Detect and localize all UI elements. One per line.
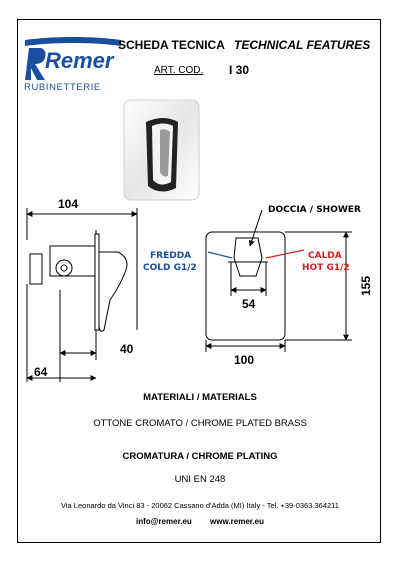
label-hot-1: CALDA <box>308 251 342 261</box>
email-link[interactable]: info@remer.eu <box>135 517 192 526</box>
logo-subtitle: RUBINETTERIE <box>24 82 101 93</box>
dim-depth-total: 64 <box>34 365 48 379</box>
product-photo <box>124 100 199 200</box>
dim-depth-bottom: 40 <box>120 342 134 356</box>
plating-value: UNI EN 248 <box>174 474 226 485</box>
cold-leader <box>208 252 232 258</box>
front-view <box>206 210 352 352</box>
website-link[interactable]: www.remer.eu <box>210 517 264 526</box>
materials-value: OTTONE CROMATO / CHROME PLATED BRASS <box>93 418 307 429</box>
label-cold-1: FREDDA <box>150 251 192 261</box>
label-shower: DOCCIA / SHOWER <box>268 205 361 215</box>
dim-inner-width: 54 <box>242 297 256 311</box>
label-hot-2: HOT G1/2 <box>302 263 350 273</box>
footer-contacts <box>0 517 400 526</box>
article-code-label: ART. COD. <box>154 65 204 76</box>
dim-plate-width: 100 <box>234 353 255 367</box>
dim-plate-height: 155 <box>359 275 373 296</box>
materials-title: MATERIALI / MATERIALS <box>143 392 257 403</box>
dim-width-side: 104 <box>58 197 79 211</box>
logo-text: Remer <box>45 48 114 73</box>
plating-title: CROMATURA / CHROME PLATING <box>122 451 278 462</box>
label-cold-2: COLD G1/2 <box>143 263 197 273</box>
title-italian: SCHEDA TECNICA <box>118 38 225 52</box>
article-code-value: I 30 <box>229 63 250 77</box>
title-english: TECHNICAL FEATURES <box>234 38 371 52</box>
footer-address: Via Leonardo da Vinci 83 - 20062 Cassano d'Adda (MI) Italy - Tel. +39-0363 364211 <box>61 501 339 510</box>
